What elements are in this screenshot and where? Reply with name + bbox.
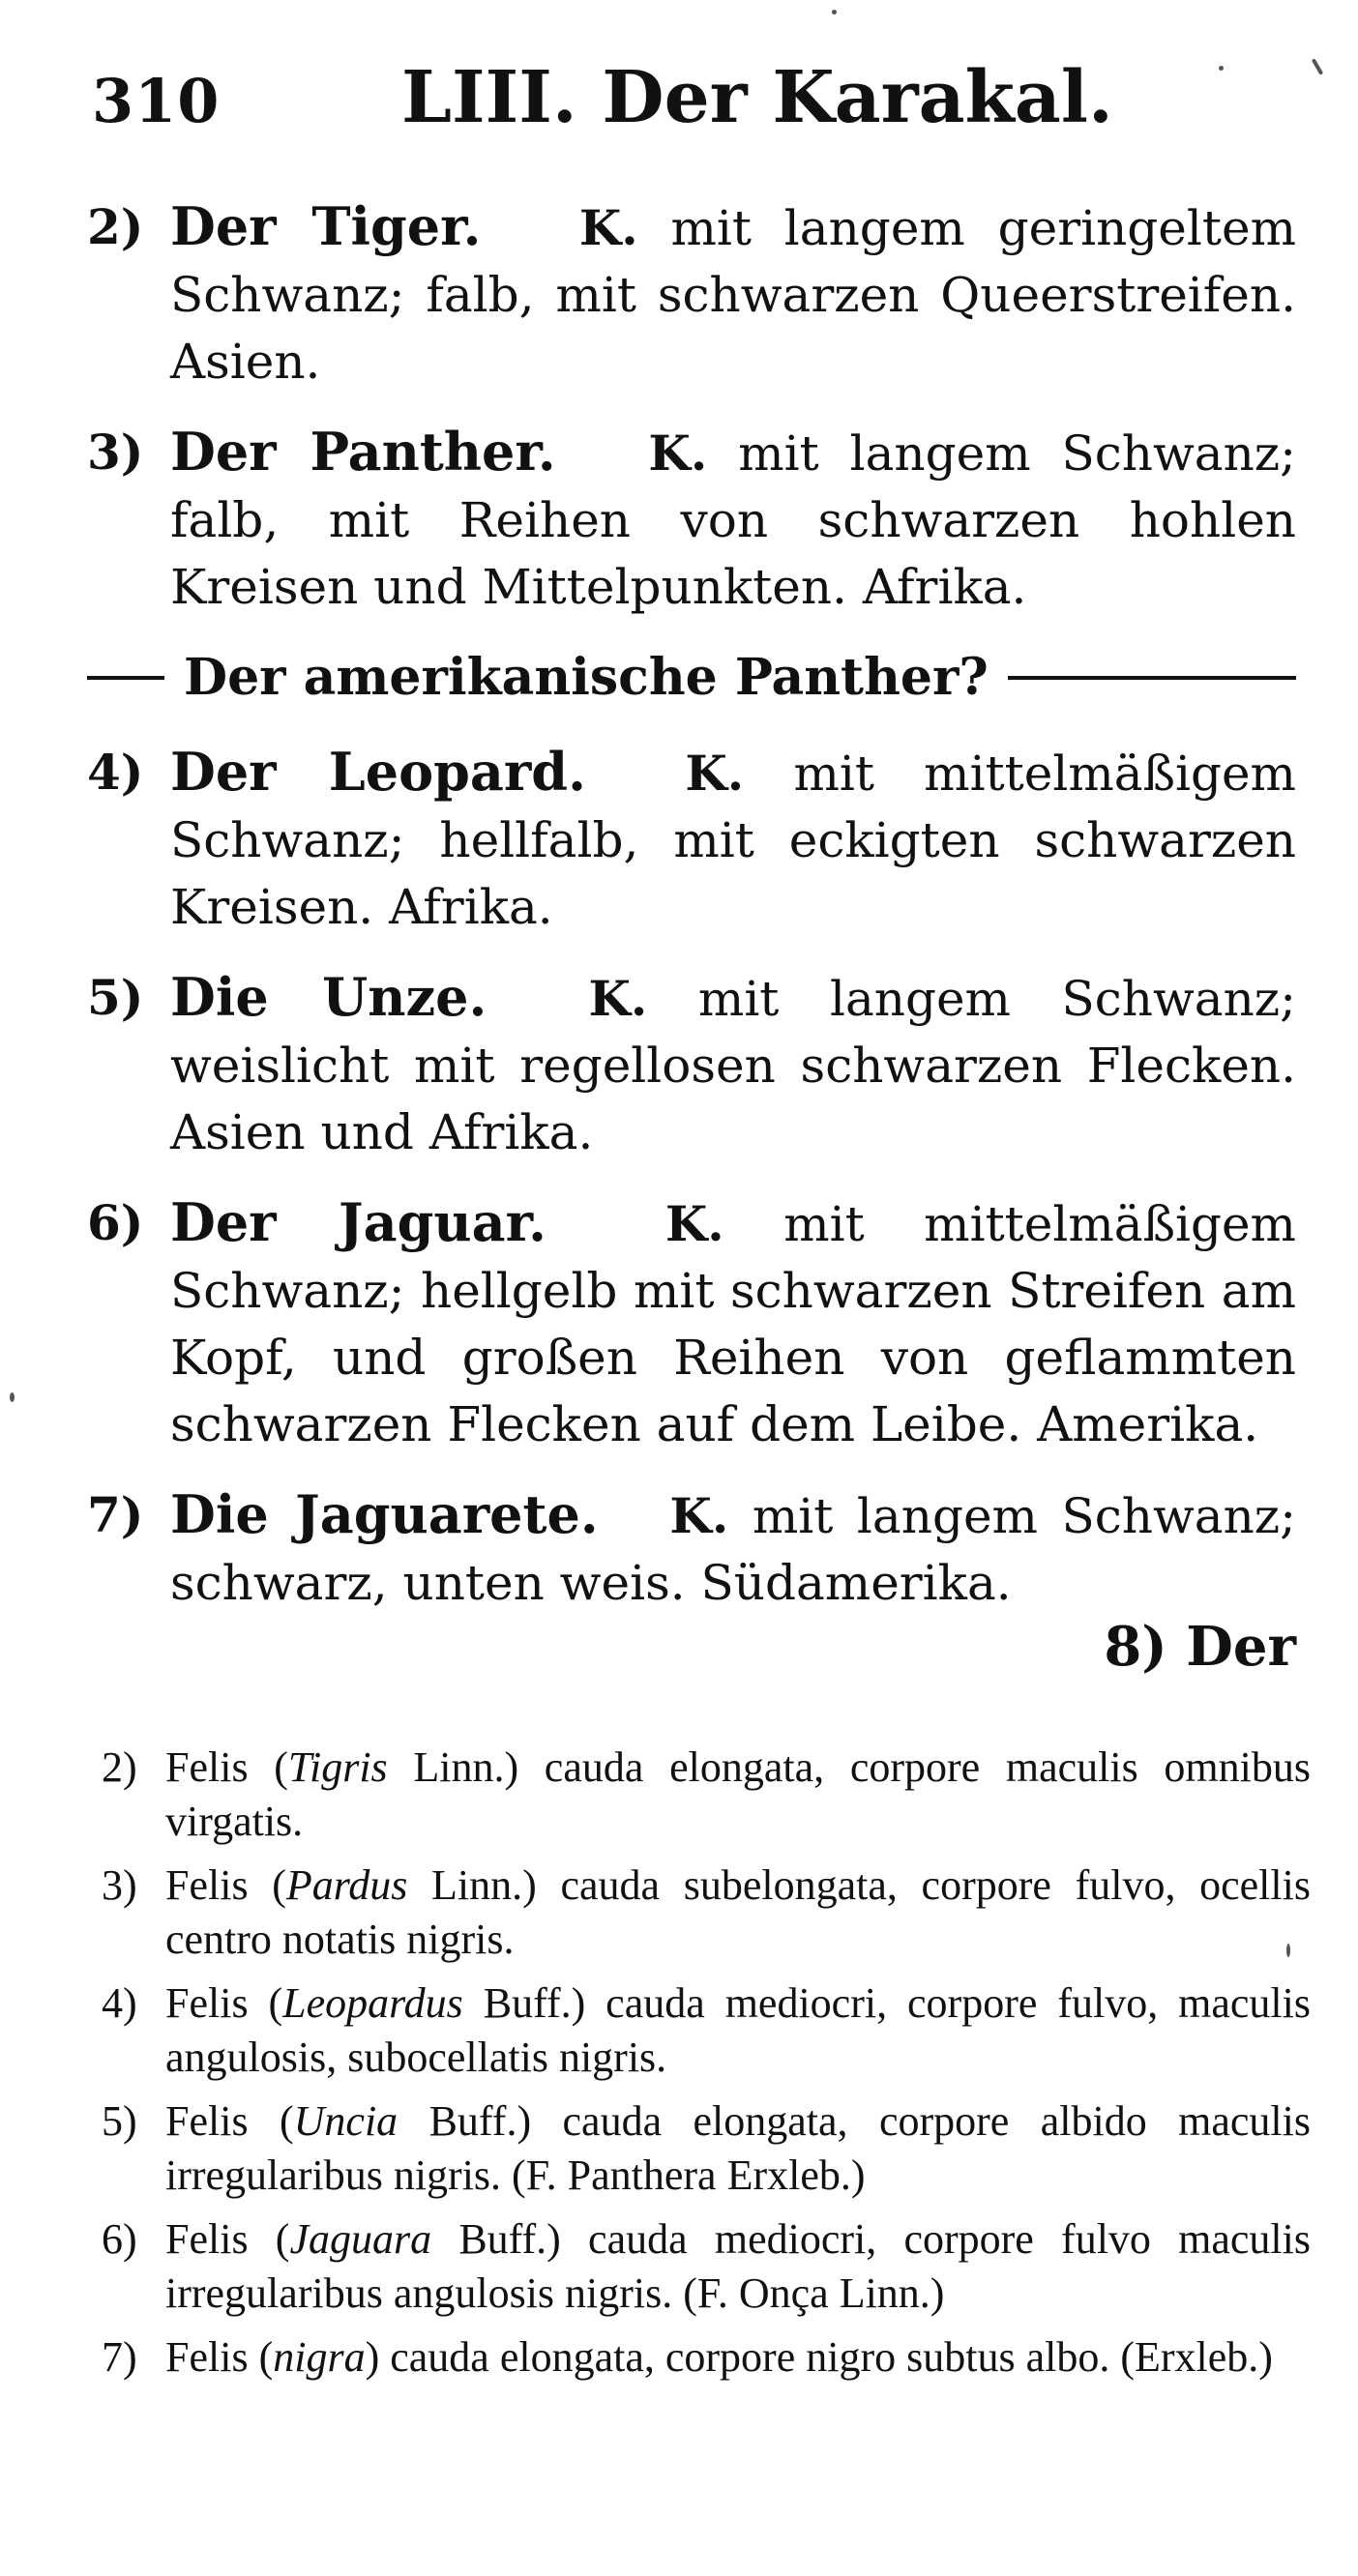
- page-header: [92, 56, 1301, 153]
- main-text: [87, 193, 1296, 1640]
- footnote-number: 5): [102, 2097, 137, 2145]
- entry-abbrev: K.: [648, 424, 708, 482]
- entry-jaguar: [87, 1189, 1296, 1458]
- footnote: [102, 1976, 1311, 2085]
- footnote-species: Uncia: [293, 2097, 399, 2145]
- footnote-species: Tigris: [287, 1743, 388, 1791]
- entry-number: 6): [87, 1194, 144, 1251]
- print-speck: [1312, 58, 1323, 75]
- entry-text: mit mittelmäßigem Schwanz; hellgelb mit schwarzen Streifen am Kopf, und großen Reihen von geflammten schwarzen Flecken auf dem Leibe. Amerika.: [170, 1196, 1296, 1452]
- footnote-number: 6): [102, 2215, 137, 2263]
- print-speck: [832, 10, 837, 15]
- entry-name: Der Jaguar.: [170, 1191, 546, 1253]
- entry-abbrev: K.: [588, 970, 648, 1027]
- footnote-pre: Felis (: [165, 1861, 286, 1909]
- chapter-title: LIII. Der Karakal.: [401, 56, 1113, 139]
- entry-name: Der Tiger.: [170, 195, 482, 257]
- footnote-species: Leopardus: [282, 1979, 463, 2027]
- entry-number: 7): [87, 1486, 144, 1543]
- entry-unze: [87, 964, 1296, 1166]
- footnote-pre: Felis (: [165, 2215, 290, 2263]
- subheading: [87, 644, 1296, 712]
- footnote: [102, 2094, 1311, 2203]
- entry-abbrev: K.: [578, 199, 638, 256]
- footnote-text: Linn.) cauda elongata, corpore maculis omnibus virgatis.: [165, 1743, 1311, 1845]
- entry-name: Die Jaguarete.: [170, 1483, 599, 1545]
- entry-panther: [87, 419, 1296, 621]
- footnote-species: Pardus: [285, 1861, 408, 1909]
- print-speck: [1286, 1944, 1290, 1957]
- footnote-pre: Felis (: [165, 2333, 274, 2381]
- footnote-text: Buff.) cauda mediocri, corpore fulvo, maculis angulosis, subocellatis nigris.: [165, 1979, 1311, 2081]
- footnotes: [102, 1741, 1311, 2394]
- entry-name: Der Leopard.: [170, 741, 586, 803]
- entry-text: mit langem Schwanz; falb, mit Reihen von schwarzen hohlen Kreisen und Mittelpunkten. Afrika.: [170, 425, 1296, 615]
- entry-abbrev: K.: [685, 745, 745, 802]
- footnote: [102, 2212, 1311, 2321]
- rule-left: [87, 676, 164, 680]
- entry-number: 4): [87, 744, 144, 801]
- entry-tiger: [87, 193, 1296, 395]
- footnote-text: Buff.) cauda mediocri, corpore fulvo maculis irregularibus angulosis nigris. (F. Onça Linn.): [165, 2215, 1311, 2317]
- page-number: 310: [92, 66, 221, 136]
- print-speck: [10, 1392, 15, 1402]
- entry-number: 5): [87, 969, 144, 1026]
- subheading-text: Der amerikanische Panther?: [184, 648, 989, 707]
- entry-leopard: [87, 739, 1296, 941]
- entry-number: 2): [87, 198, 144, 255]
- footnote-number: 7): [102, 2333, 137, 2381]
- entry-abbrev: K.: [664, 1195, 724, 1252]
- footnote-species: Jaguara: [289, 2215, 432, 2263]
- entry-name: Der Panther.: [170, 421, 556, 483]
- print-speck: [1219, 66, 1224, 71]
- entry-text: mit langem Schwanz; schwarz, unten weis. Südamerika.: [170, 1488, 1296, 1611]
- entry-text: mit mittelmäßigem Schwanz; hellfalb, mit eckigten schwarzen Kreisen. Afrika.: [170, 746, 1296, 935]
- rule-right: [1008, 676, 1296, 680]
- footnote-pre: Felis (: [165, 1979, 283, 2027]
- entry-text: mit langem geringeltem Schwanz; falb, mit schwarzen Queerstreifen. Asien.: [170, 200, 1296, 390]
- footnote-species: nigra: [273, 2333, 366, 2381]
- footnote-number: 4): [102, 1979, 137, 2027]
- footnote-number: 2): [102, 1743, 137, 1791]
- footnote: [102, 1741, 1311, 1849]
- entry-name: Die Unze.: [170, 966, 487, 1028]
- footnote-text: Linn.) cauda subelongata, corpore fulvo, ocellis centro notatis nigris.: [165, 1861, 1311, 1963]
- entry-number: 3): [87, 424, 144, 481]
- footnote-text: Buff.) cauda elongata, corpore albido maculis irregularibus nigris. (F. Panthera Erxleb.): [165, 2097, 1311, 2199]
- footnote-text: ) cauda elongata, corpore nigro subtus albo. (Erxleb.): [365, 2333, 1273, 2381]
- entry-abbrev: K.: [669, 1487, 729, 1544]
- footnote: [102, 2330, 1311, 2385]
- entry-text: mit langem Schwanz; weislicht mit regellosen schwarzen Flecken. Asien und Afrika.: [170, 971, 1296, 1160]
- catchword: 8) Der: [1104, 1615, 1296, 1679]
- entry-jaguarete: [87, 1481, 1296, 1617]
- footnote-pre: Felis (: [165, 2097, 294, 2145]
- footnote-pre: Felis (: [165, 1743, 288, 1791]
- footnote-number: 3): [102, 1861, 137, 1909]
- footnote: [102, 1859, 1311, 1967]
